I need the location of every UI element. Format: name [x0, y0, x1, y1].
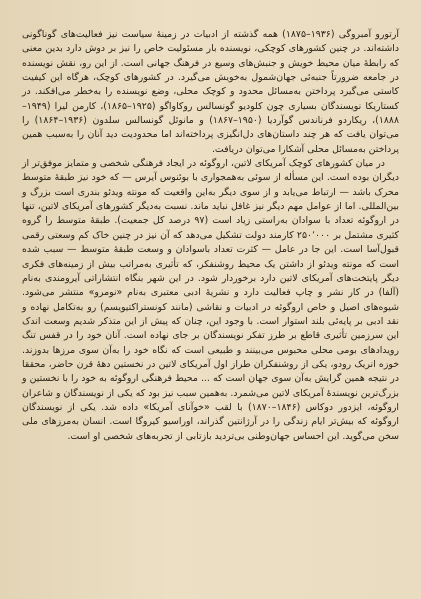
- body-text: [22, 28, 399, 444]
- paragraph-1: آرتورو آمبروگی (۱۹۳۶–۱۸۷۵) همه گذشته از ادبیات در زمینهٔ سیاست نیز فعالیت‌های گوناگونی داشته‌اند. در چنین کشورهای کوچکی، نویسنده بار مسئولیت خاص را نیز بر دوش دارد بدین معنی که رابطهٔ میان محیط خویش و جنبش‌های وسیع در فرهنگ جهانی است. از این رو، نقش نویسنده در جامعه ضرورتاً جنبه‌ئی جهان‌شمول به‌خویش می‌گیرد. در کشورهای کوچک، هرگاه این کیفیت کاستی می‌گیرد پرداختن به‌مسائل محدود و کوچک محلی، وضع نویسنده را به‌خطر می‌افکند. در کستاریکا نویسندگان بسیاری چون کلودیو گونسالس روکاواگو (۱۹۲۵–۱۸۶۵)، کارمن لیرا (۱۹۴۹–۱۸۸۸)، ریکاردو فرناندس گوآردیا (۱۹۵۰–۱۸۶۷) و مانوئل گونسالس سلدون (۱۹۳۶–۱۸۶۴) را می‌توان یافت که هر چند داستان‌های دل‌انگیزی پرداخته‌اند اما محدودیت دید آنان را به‌سبب همین پرداختن به‌مسائل محلی آشکارا می‌توان دریافت.: [22, 29, 399, 155]
- paragraph-2: در میان کشورهای کوچک آمریکای لاتین، اروگوئه در ایجاد فرهنگی شخصی و متمایز موفق‌تر از دیگران بوده است. این مسأله از سوئی به‌همجواری با بوئنوس آیرس — که خود نیز طبقهٔ متوسط محرک باشد — ارتباط می‌یابد و از سوی دیگر به‌این واقعیت که مونته ویدئو بندری است بزرگ و بین‌المللی. اما از عوامل مهم دیگر نیز غافل نباید ماند. نسبت به‌دیگر کشورهای آمریکای لاتین، تنها در اروگوئه تعداد با سوادان به‌راستی زیاد است (۹۷ درصد کل جمعیت). طبقهٔ متوسط را گروه کثیری مشتمل بر ۲۵۰٬۰۰۰ کارمند دولت تشکیل می‌دهد که آن نیز در چنین خاک کم وسعتی رقمی قبول‌آسا است. این جا در عامل — کثرت تعداد باسوادان و وسعت طبقهٔ متوسط — سبب شده است که مونته ویدئو از داشتن یک محیط روشنفکر، که تأثیری به‌مراتب بیش از زمینه‌های فکری دیگر پایتخت‌های آمریکای لاتین دارد برخوردار شود. در این شهر بنگاه انتشاراتی آیرومندی به‌نام (آلفا) در کار نشر و چاپ فعالیت دارد و نشریهٔ ادبی معتبری به‌نام «نومرو» منتشر می‌شود. شیوه‌های اصیل و خاص اروگوئه در ادبیات و نقاشی (مانند کونستراکتیویسم) رو به‌تکامل نهاده و نقد ادبی بر پایه‌ئی بلند استوار است. با وجود این، چنان که پیش از این متذکر شدیم وسعت اندک این سرزمین تأثیری قاطع بر طرز تفکر نویسندگان بر جای نهاده است. آنان خود را در قفس تنگ رویدادهای بومی محلی محبوس می‌بینند و طبیعی است که نگاه خود را به‌آن سوی مرزها بدوزند. خوزه انریک رودو، یکی از روشنفکران طراز اول آمریکای لاتین در نخستین دههٔ قرن حاضر، محققا در نتیجه همین گرایش به‌آن سوی جهان است که ... محیط فرهنگی اروگوئه به خود را با نخستین و بزرگ‌ترین نویسندهٔ آمریکای لاتین می‌شمرد. به‌همین سبب نیز بود که یکی از نویسندگان و شاعران اروگوئه، ایزدور دوکاس (۱۸۴۶–۱۸۷۰) با لقب «خوآنای آمریکا» داده شد. یکی از نویسندگان اروگوئه که بیش‌تر ایام زندگی را در آرژانتین گذراند، اوراسیو کیروگا است. انسان به‌مرزهای ملی سخن می‌گوید. این احساس جهان‌وطنی بی‌تردید بازتابی از تجربه‌های شخصی او است.: [22, 158, 400, 442]
